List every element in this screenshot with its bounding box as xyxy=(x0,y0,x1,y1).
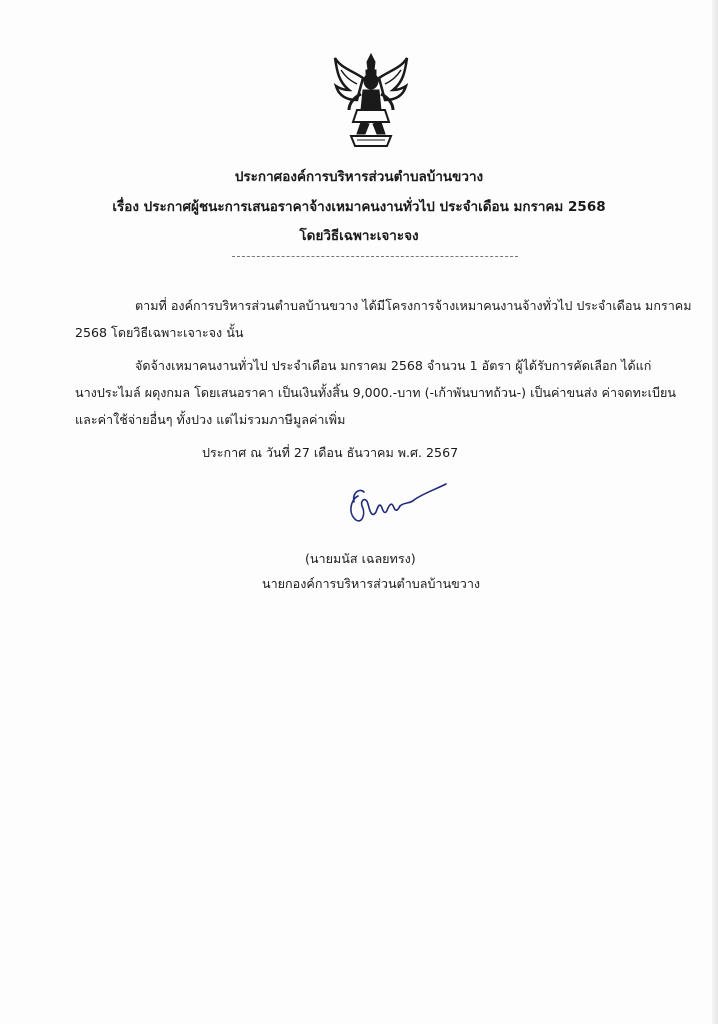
signer-name: (นายมนัส เฉลยทรง) xyxy=(305,551,416,566)
announcement-heading: ประกาศองค์การบริหารส่วนตำบลบ้านขวาง xyxy=(234,169,484,185)
garuda-emblem-icon xyxy=(327,48,415,152)
paragraph-1-line-1: ตามที่ องค์การบริหารส่วนตำบลบ้านขวาง ได้มีโครงการจ้างเหมาคนงานจ้างทั่วไป ประจำเดือน มกราคม xyxy=(135,298,692,313)
dashed-divider xyxy=(232,256,518,257)
paragraph-1-line-2: 2568 โดยวิธีเฉพาะเจาะจง นั้น xyxy=(75,325,244,340)
paragraph-2-line-3: และค่าใช้จ่ายอื่นๆ ทั้งปวง แต่ไม่รวมภาษีมูลค่าเพิ่ม xyxy=(75,412,346,427)
signer-title: นายกองค์การบริหารส่วนตำบลบ้านขวาง xyxy=(262,576,481,591)
announcement-method: โดยวิธีเฉพาะเจาะจง xyxy=(299,228,419,244)
scan-edge xyxy=(712,0,718,1024)
announcement-date: ประกาศ ณ วันที่ 27 เดือน ธันวาคม พ.ศ. 2567 xyxy=(202,445,459,460)
paragraph-2-line-1: จัดจ้างเหมาคนงานทั่วไป ประจำเดือน มกราคม 2568 จำนวน 1 อัตรา ผู้ได้รับการคัดเลือก ได้แก่ xyxy=(135,358,652,373)
handwritten-signature-icon xyxy=(342,478,452,528)
paragraph-2-line-2: นางประไมล์ ผดุงกมล โดยเสนอราคา เป็นเงินทั้งสิ้น 9,000.-บาท (-เก้าพันบาทถ้วน-) เป็นค่าขนส่ง ค่าจดทะเบียน xyxy=(75,385,676,400)
announcement-subject: เรื่อง ประกาศผู้ชนะการเสนอราคาจ้างเหมาคนงานทั่วไป ประจำเดือน มกราคม 2568 xyxy=(112,199,606,215)
